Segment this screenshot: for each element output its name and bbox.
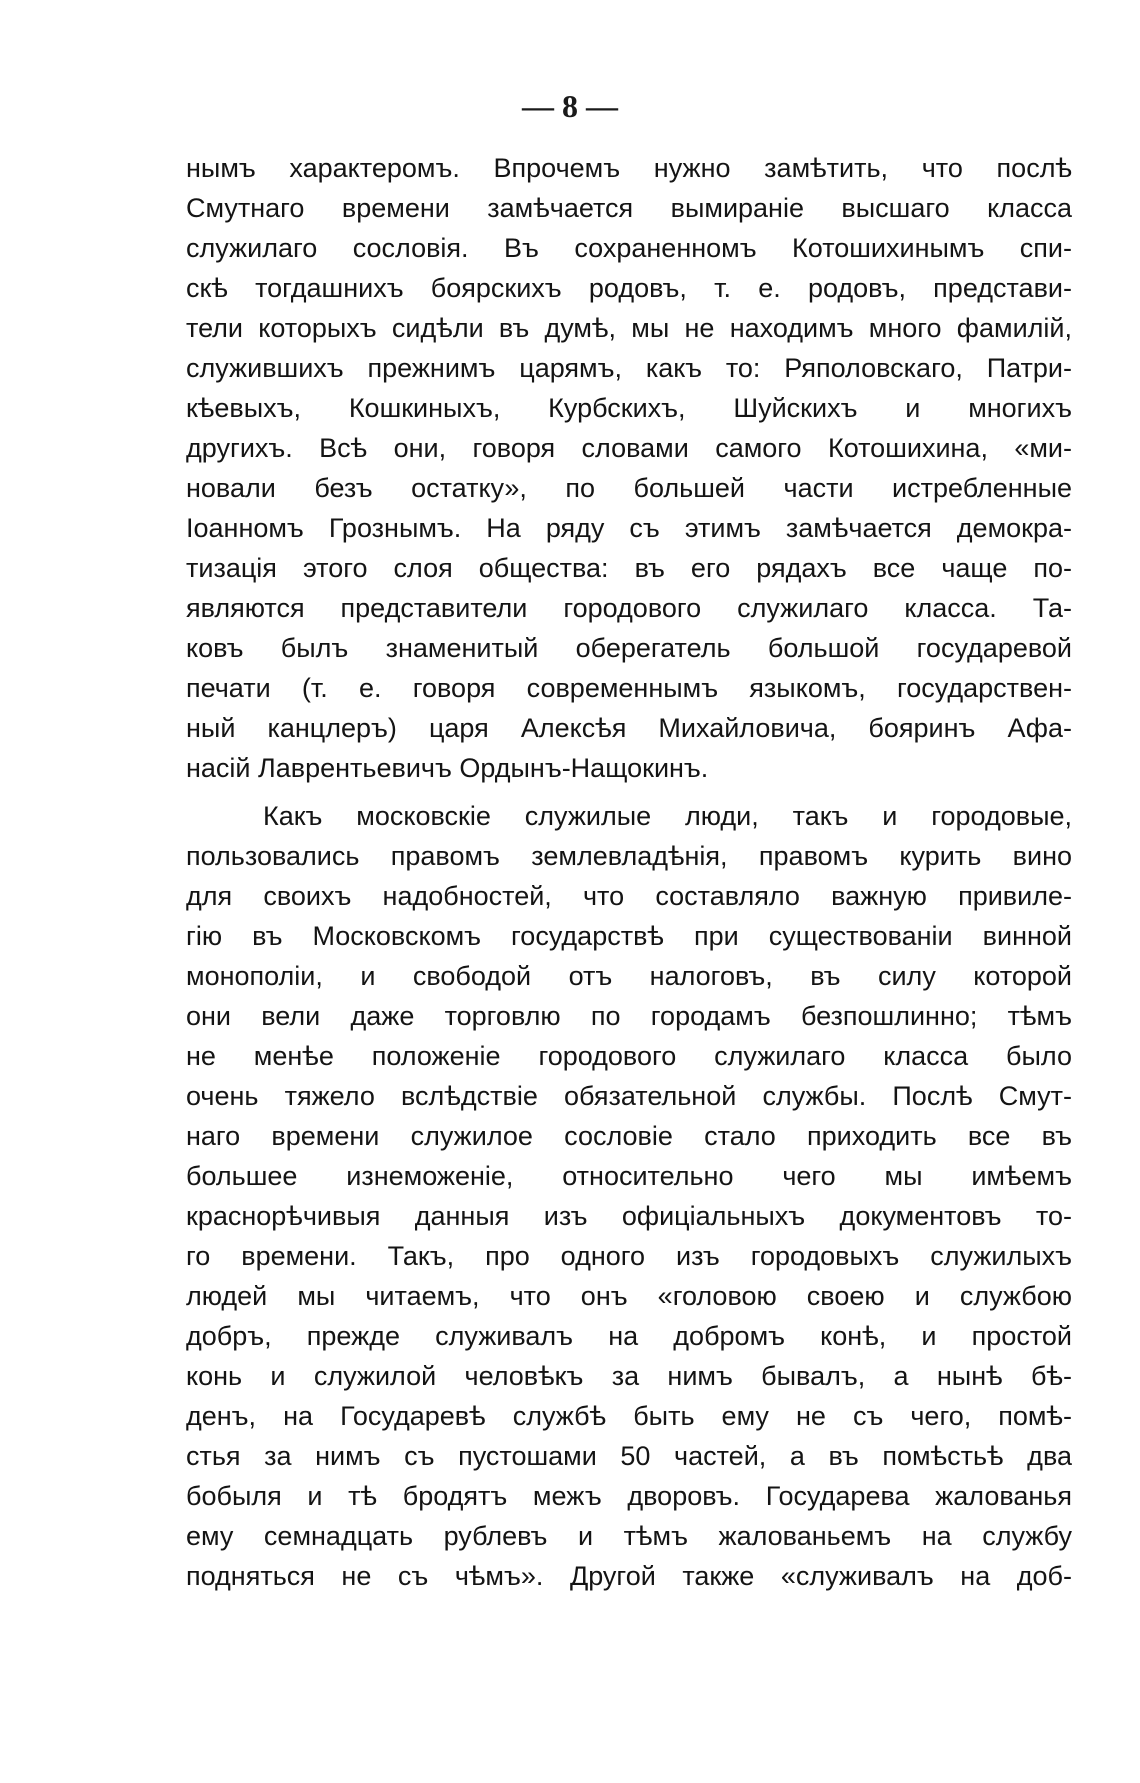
- text-line: наго времени служилое сословіе стало приходить все въ: [186, 1121, 1072, 1151]
- text-line: краснорѣчивыя данныя изъ офиціальныхъ документовъ то-: [186, 1201, 1072, 1231]
- text-line: печати (т. е. говоря современнымъ языкомъ, государствен-: [186, 673, 1072, 703]
- text-line: новали безъ остатку», по большей части истребленные: [186, 473, 1072, 503]
- text-line: они вели даже торговлю по городамъ безпошлинно; тѣмъ: [186, 1001, 1072, 1031]
- text-line: конь и служилой человѣкъ за нимъ бывалъ, а нынѣ бѣ-: [186, 1361, 1072, 1391]
- text-line: подняться не съ чѣмъ». Другой также «служивалъ на доб-: [186, 1561, 1072, 1591]
- text-line: пользовались правомъ землевладѣнія, правомъ курить вино: [186, 841, 1072, 871]
- text-line: являются представители городового служилаго класса. Та-: [186, 593, 1072, 623]
- text-line: не менѣе положеніе городового служилаго класса было: [186, 1041, 1072, 1071]
- page-number: — 8 —: [522, 88, 618, 124]
- text-line: насій Лаврентьевичъ Ордынъ-Нащокинъ.: [186, 753, 709, 783]
- text-line: для своихъ надобностей, что составляло важную привиле-: [186, 881, 1072, 911]
- text-line: другихъ. Всѣ они, говоря словами самого Котошихина, «ми-: [186, 433, 1072, 463]
- text-line: добръ, прежде служивалъ на добромъ конѣ, и простой: [186, 1321, 1072, 1351]
- text-line: ный канцлеръ) царя Алексѣя Михайловича, бояринъ Афа-: [186, 713, 1072, 743]
- paragraph-gap: [186, 788, 1072, 796]
- text-line: нымъ характеромъ. Впрочемъ нужно замѣтить, что послѣ: [186, 153, 1072, 183]
- paragraph-2: [186, 796, 1072, 1596]
- text-line: го времени. Такъ, про одного изъ городовыхъ служилыхъ: [186, 1241, 1072, 1271]
- text-line: Смутнаго времени замѣчается вымираніе высшаго класса: [186, 193, 1072, 223]
- text-line: гію въ Московскомъ государствѣ при существованіи винной: [186, 921, 1072, 951]
- paragraph-1: [186, 148, 1072, 788]
- text-line: Какъ московскіе служилые люди, такъ и городовые,: [263, 801, 1072, 831]
- text-line: ковъ былъ знаменитый оберегатель большой государевой: [186, 633, 1072, 663]
- text-line: тизація этого слоя общества: въ его рядахъ все чаще по-: [186, 553, 1072, 583]
- text-line: ему семнадцать рублевъ и тѣмъ жалованьемъ на службу: [186, 1521, 1072, 1551]
- text-line: монополіи, и свободой отъ налоговъ, въ силу которой: [186, 961, 1072, 991]
- text-line: стья за нимъ съ пустошами 50 частей, а въ помѣстьѣ два: [186, 1441, 1072, 1471]
- text-line: большее изнеможеніе, относительно чего мы имѣемъ: [186, 1161, 1072, 1191]
- text-line: тели которыхъ сидѣли въ думѣ, мы не находимъ много фамилій,: [186, 313, 1072, 343]
- text-line: служилаго сословія. Въ сохраненномъ Котошихинымъ спи-: [186, 233, 1072, 263]
- body-text: [186, 148, 1072, 1596]
- text-line: бобыля и тѣ бродятъ межъ дворовъ. Государева жалованья: [186, 1481, 1072, 1511]
- text-line: Іоанномъ Грознымъ. На ряду съ этимъ замѣчается демокра-: [186, 513, 1072, 543]
- text-line: очень тяжело вслѣдствіе обязательной службы. Послѣ Смут-: [186, 1081, 1072, 1111]
- text-line: скѣ тогдашнихъ боярскихъ родовъ, т. е. родовъ, представи-: [186, 273, 1072, 303]
- text-line: служившихъ прежнимъ царямъ, какъ то: Ряполовскаго, Патри-: [186, 353, 1072, 383]
- text-line: денъ, на Государевѣ службѣ быть ему не съ чего, помѣ-: [186, 1401, 1072, 1431]
- text-line: людей мы читаемъ, что онъ «головою своею и службою: [186, 1281, 1072, 1311]
- text-line: кѣевыхъ, Кошкиныхъ, Курбскихъ, Шуйскихъ и многихъ: [186, 393, 1072, 423]
